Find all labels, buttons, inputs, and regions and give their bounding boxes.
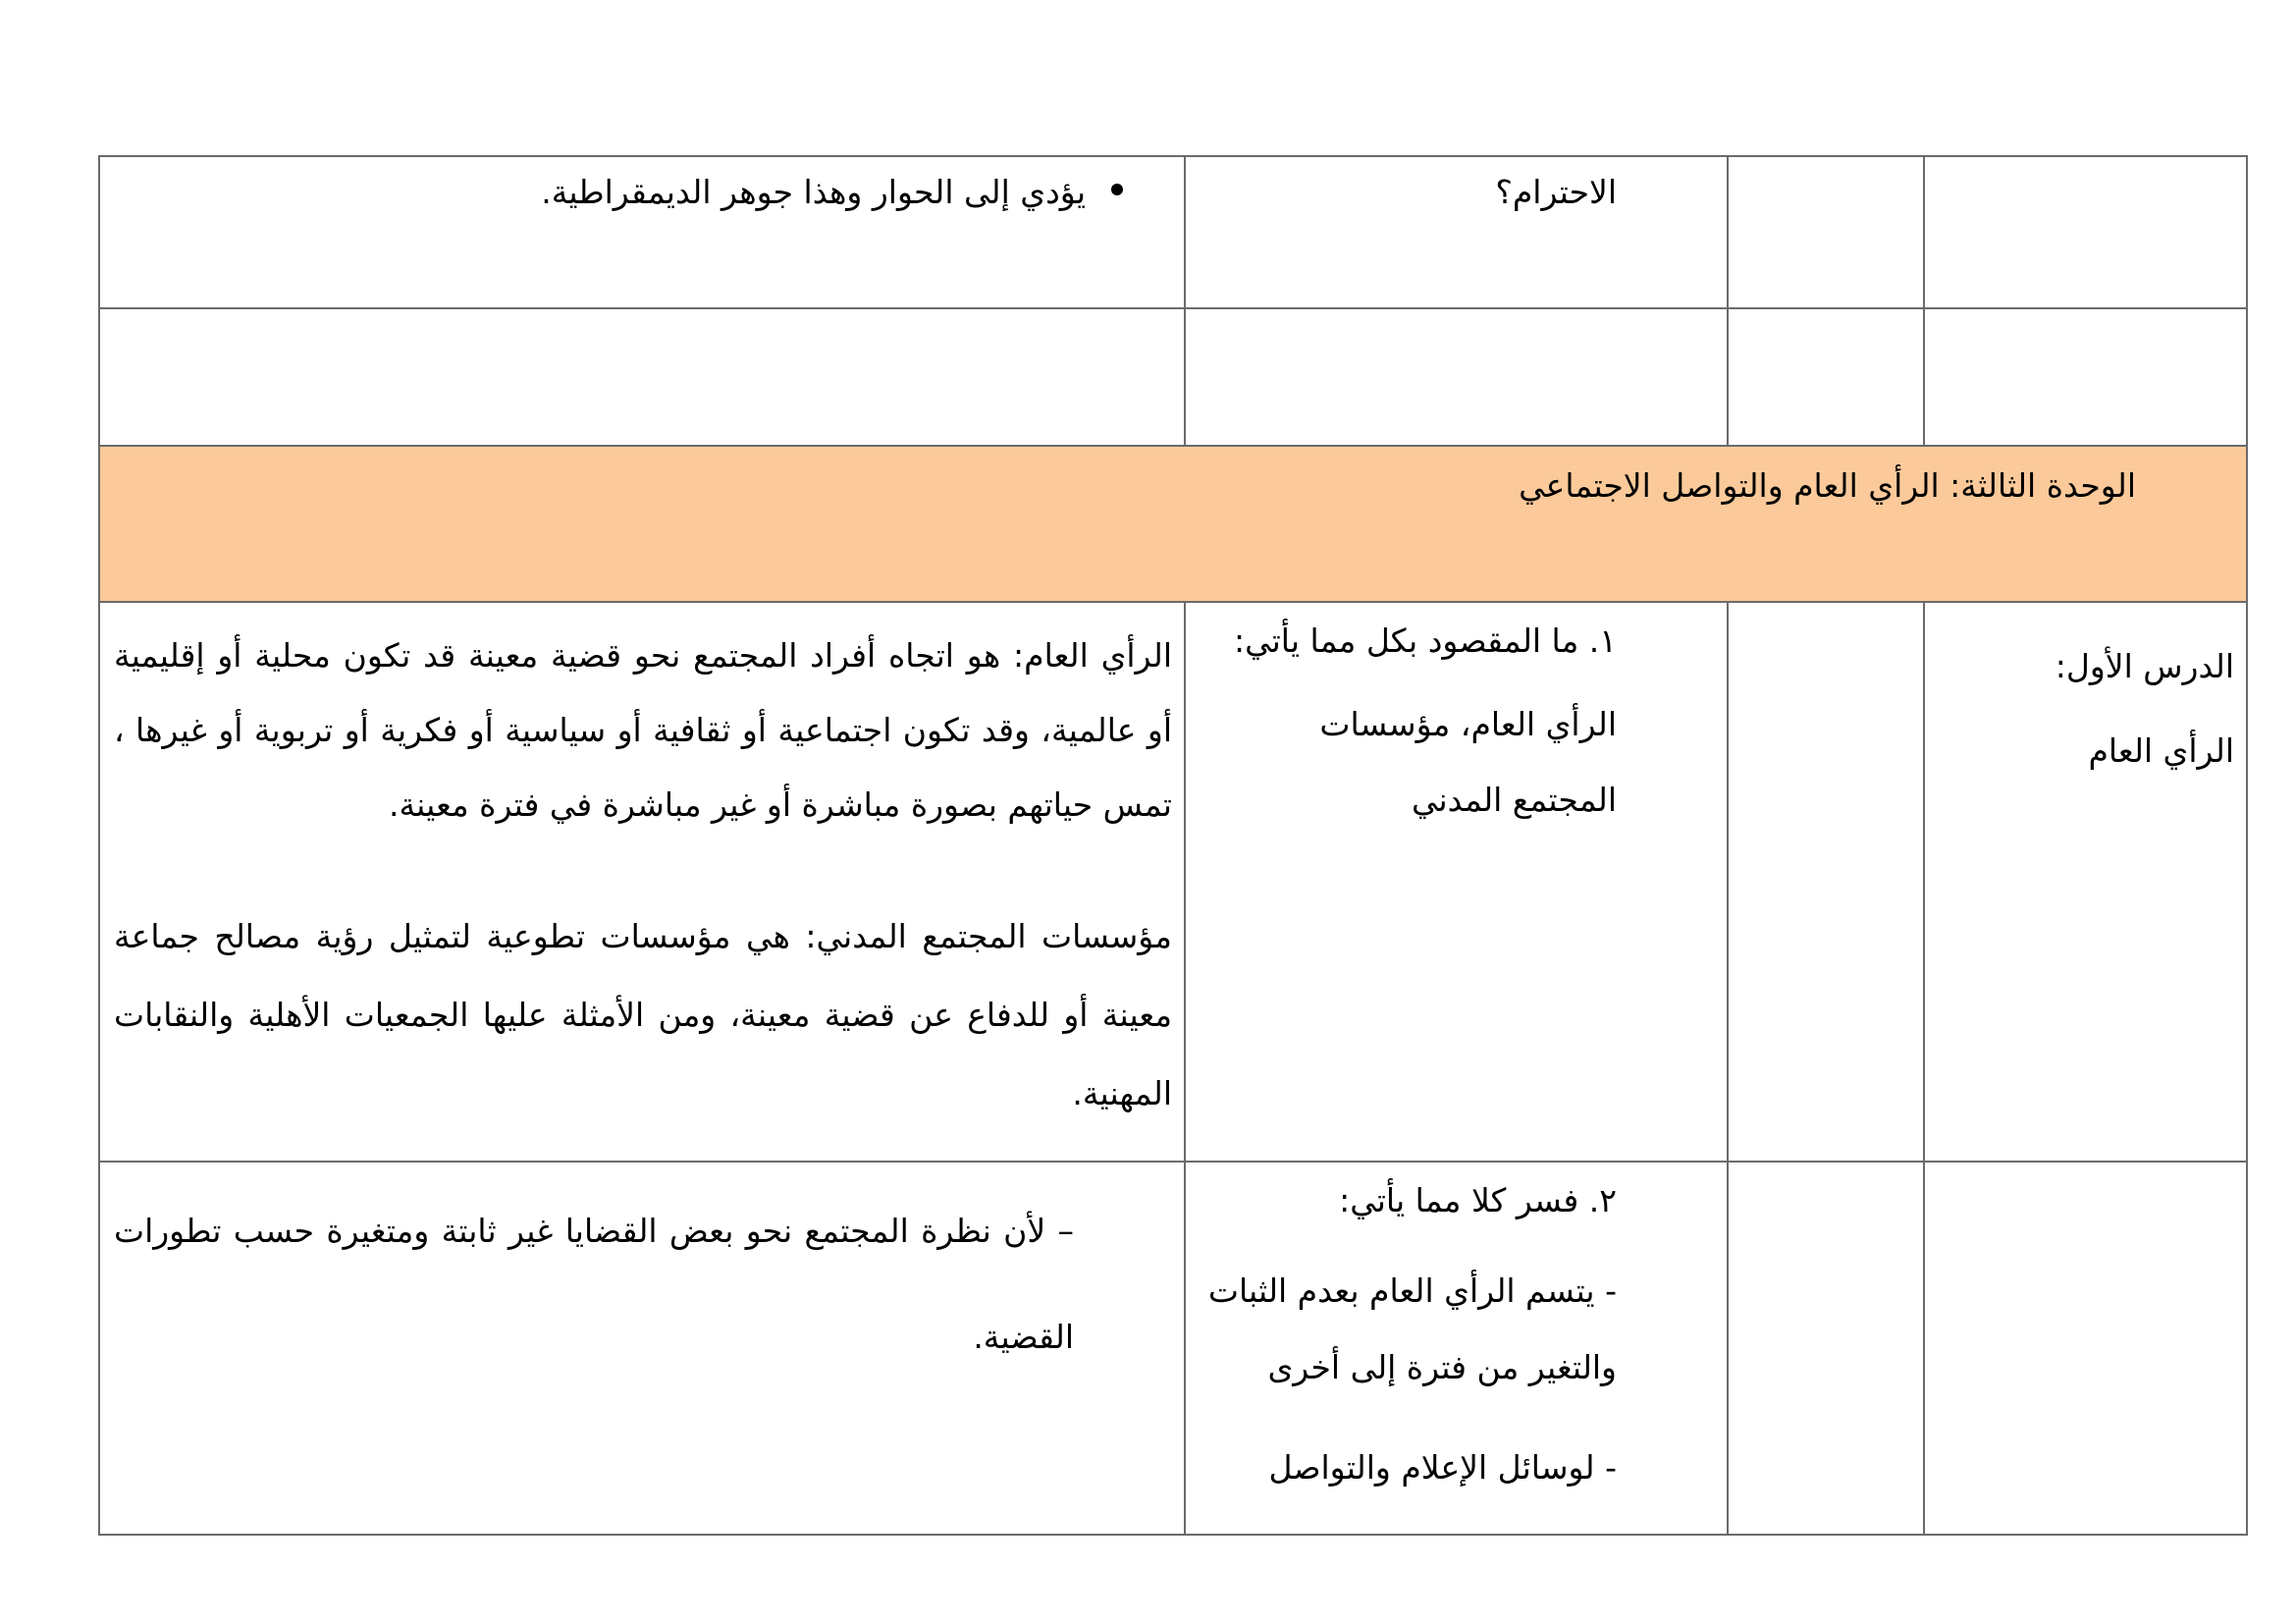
lesson-label: الدرس الأول: xyxy=(2055,647,2234,685)
question-cell xyxy=(1185,1162,1728,1535)
question-cell xyxy=(1185,308,1728,446)
explanation-answer: – لأن نظرة المجتمع نحو بعض القضايا غير ثابتة ومتغيرة حسب تطورات القضية. xyxy=(114,1212,1074,1356)
unit-title-cell xyxy=(99,446,2247,602)
lesson-plan-table xyxy=(98,155,2248,1536)
answer-cell xyxy=(99,156,1185,308)
answer-cell xyxy=(99,308,1185,446)
bullet-icon xyxy=(1111,184,1123,195)
answer-cell xyxy=(99,602,1185,1162)
question-item: - يتسم الرأي العام بعدم الثبات والتغير من فترة إلى أخرى xyxy=(1207,1272,1617,1386)
table-row xyxy=(99,156,2247,308)
lesson-cell xyxy=(1924,308,2247,446)
question-item: - لوسائل الإعلام والتواصل xyxy=(1268,1448,1617,1487)
question-tail-text: الاحترام؟ xyxy=(1495,173,1617,211)
unit-title: الوحدة الثالثة: الرأي العام والتواصل الاجتماعي xyxy=(1519,466,2136,505)
table-row xyxy=(99,602,2247,1162)
empty-cell xyxy=(1728,156,1924,308)
lesson-topic: الرأي العام xyxy=(2088,731,2234,770)
lesson-plan-sheet xyxy=(98,155,2246,1487)
lesson-cell xyxy=(1924,602,2247,1162)
bullet-item xyxy=(114,173,1172,211)
empty-cell xyxy=(1728,308,1924,446)
empty-cell xyxy=(1728,1162,1924,1535)
unit-header-row xyxy=(99,446,2247,602)
public-opinion-definition: الرأي العام: هو اتجاه أفراد المجتمع نحو قضية معينة قد تكون محلية أو إقليمية أو عالمية، وقد تكون اجتماعية أو ثقافية أو سياسية أو فكرية أو تربوية أو غيرها ، تمس حياتهم بصورة مباشرة أو غير مباشرة في فترة معينة. xyxy=(114,636,1172,824)
question-line: الرأي العام، مؤسسات xyxy=(1319,705,1617,743)
empty-cell xyxy=(1728,602,1924,1162)
question-cell xyxy=(1185,156,1728,308)
question-cell xyxy=(1185,602,1728,1162)
question-line: المجتمع المدني xyxy=(1411,781,1617,819)
table-row xyxy=(99,308,2247,446)
civil-society-definition: مؤسسات المجتمع المدني: هي مؤسسات تطوعية لتمثيل رؤية مصالح جماعة معينة أو للدفاع عن قضية معينة، ومن الأمثلة عليها الجمعيات الأهلية والنقابات المهنية. xyxy=(114,917,1172,1112)
lesson-cell xyxy=(1924,156,2247,308)
question-title: ١. ما المقصود بكل مما يأتي: xyxy=(1233,622,1617,660)
answer-bullet-text: يؤدي إلى الحوار وهذا جوهر الديمقراطية. xyxy=(541,173,1086,211)
table-row xyxy=(99,1162,2247,1535)
question-title: ٢. فسر كلا مما يأتي: xyxy=(1339,1181,1617,1219)
answer-cell xyxy=(99,1162,1185,1535)
lesson-cell xyxy=(1924,1162,2247,1535)
